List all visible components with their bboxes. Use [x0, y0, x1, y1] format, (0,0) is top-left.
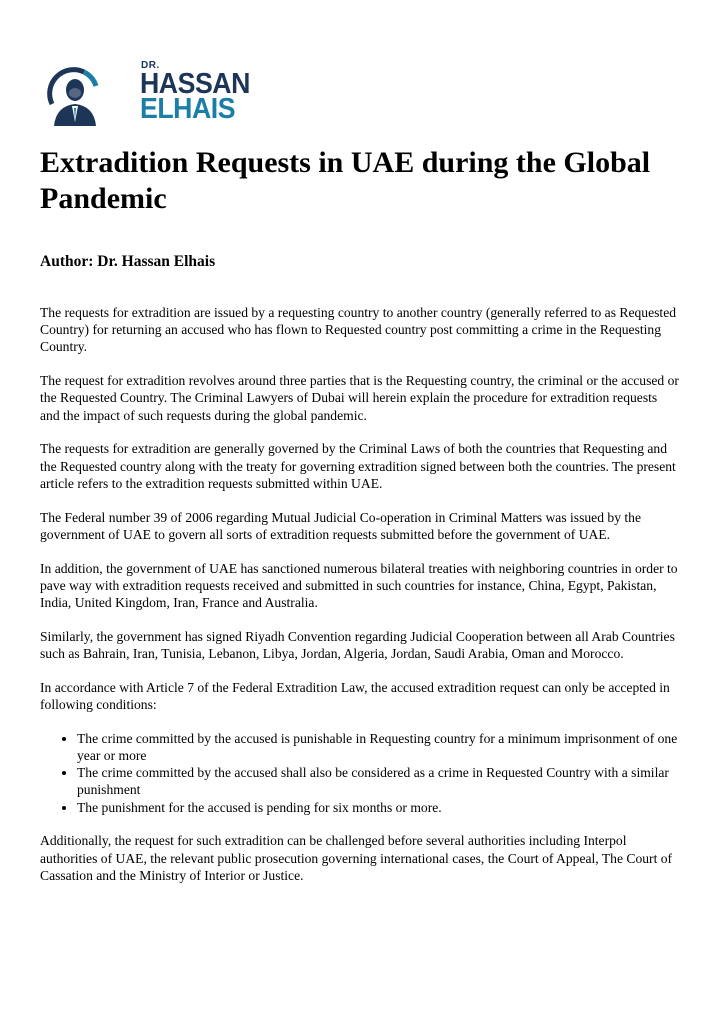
paragraph: The Federal number 39 of 2006 regarding Mutual Judicial Co-operation in Criminal Matters was issued by the government of UAE to govern all sorts of extradition requests submitted before the government of UAE. — [40, 509, 642, 542]
logo-last-name: ELHAIS — [140, 93, 236, 125]
article-author: Author: Dr. Hassan Elhais — [40, 253, 216, 270]
conditions-list — [40, 730, 680, 816]
list-item: • The crime committed by the accused is punishable in Requesting country for a minimum imprisonment of one year or more — [77, 730, 680, 764]
paragraph: In accordance with Article 7 of the Federal Extradition Law, the accused extradition request can only be accepted in following conditions: — [40, 679, 670, 713]
article-title: Extradition Requests in UAE during the Global Pandemic — [40, 146, 651, 215]
logo-portrait-icon — [44, 64, 100, 126]
logo — [44, 60, 250, 126]
logo-prefix: DR. — [141, 60, 160, 71]
article-body — [40, 304, 680, 901]
logo-first-name: HASSAN — [140, 68, 250, 100]
paragraph: The requests for extradition are issued by a requesting country to another country (generally referred to as Requested Country) for returning an accused who has flown to Requested country post committing a crime in the Requesting Country. — [40, 305, 677, 355]
paragraph: The requests for extradition are generally governed by the Criminal Laws of both the countries that Requesting and the Requested country along with the treaty for governing extradition signed between both the countries. The present article refers to the extradition requests submitted within UAE. — [40, 441, 676, 491]
closing-paragraph: Additionally, the request for such extradition can be challenged before several authorities including Interpol authorities of UAE, the relevant public prosecution governing international cases, the Court of Appeal, The Court of Cassation and the Ministry of Interior or Justice. — [40, 833, 673, 883]
list-item: • The crime committed by the accused shall also be considered as a crime in Requested Country with a similar punishment — [77, 764, 680, 798]
paragraph: In addition, the government of UAE has sanctioned numerous bilateral treaties with neighboring countries in order to pave way with extradition requests received and submitted in such countries for instance, China, Egypt, Pakistan, India, United Kingdom, Iran, France and Australia. — [40, 560, 678, 611]
list-item: • The punishment for the accused is pending for six months or more. — [77, 799, 680, 816]
paragraph: Similarly, the government has signed Riyadh Convention regarding Judicial Cooperation between all Arab Countries such as Bahrain, Iran, Tunisia, Lebanon, Libya, Jordan, Algeria, Jordan, Saudi Arabia, Oman and Morocco. — [40, 628, 675, 662]
paragraph: The request for extradition revolves around three parties that is the Requesting country, the criminal or the accused or the Requested Country. The Criminal Lawyers of Dubai will herein explain the procedure for extradition requests and the impact of such requests during the global pandemic. — [40, 373, 679, 423]
